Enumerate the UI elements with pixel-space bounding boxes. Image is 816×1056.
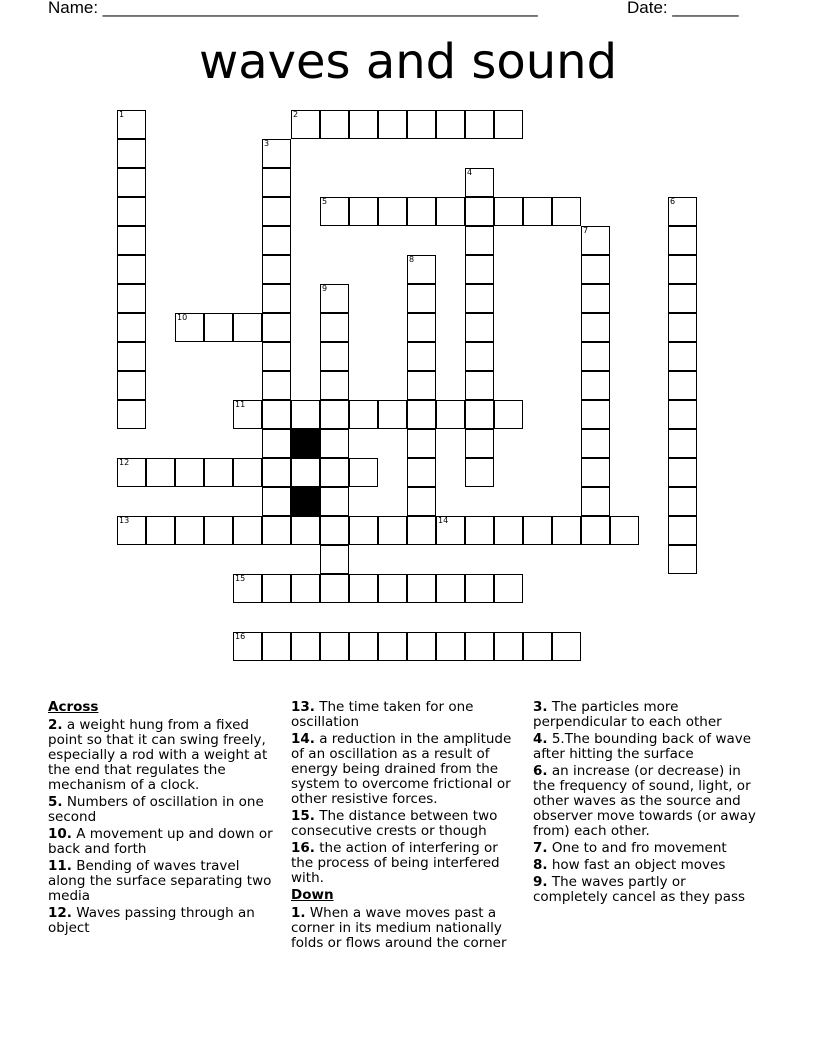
grid-cell[interactable] [291,516,320,545]
grid-cell[interactable] [581,516,610,545]
cell-number: 11 [235,400,246,409]
cell-number: 10 [177,313,188,322]
grid-cell[interactable] [320,632,349,661]
grid-cell[interactable] [465,226,494,255]
grid-cell[interactable] [436,110,465,139]
grid-cell[interactable] [117,255,146,284]
clues-column-2 [291,700,513,953]
grid-cell[interactable] [262,139,291,168]
grid-cell[interactable] [465,110,494,139]
grid-cell[interactable] [233,458,262,487]
grid-cell[interactable] [581,226,610,255]
grid-cell[interactable] [465,458,494,487]
grid-cell[interactable] [262,284,291,313]
clue-across-5: 5. Numbers of oscillation in one second [48,794,264,825]
grid-cell[interactable] [581,400,610,429]
grid-cell[interactable] [262,226,291,255]
name-field-label: Name: ______________________________________________ [48,0,538,17]
grid-cell[interactable] [291,458,320,487]
grid-cell[interactable] [465,632,494,661]
clue-across-15: 15. The distance between two consecutive crests or though [291,808,498,839]
grid-cell[interactable] [291,110,320,139]
grid-cell[interactable] [668,516,697,545]
grid-cell[interactable] [523,197,552,226]
grid-cell[interactable] [320,487,349,516]
grid-cell[interactable] [668,545,697,574]
grid-cell[interactable] [349,110,378,139]
clues-column-3 [533,700,758,907]
grid-cell[interactable] [320,371,349,400]
grid-block-cell [291,429,320,458]
grid-cell[interactable] [494,632,523,661]
grid-cell[interactable] [117,342,146,371]
grid-cell[interactable] [262,487,291,516]
grid-cell[interactable] [233,632,262,661]
clue-down-8: 8. how fast an object moves [533,857,726,873]
grid-cell[interactable] [668,226,697,255]
grid-cell[interactable] [262,632,291,661]
grid-cell[interactable] [407,487,436,516]
grid-cell[interactable] [291,400,320,429]
grid-cell[interactable] [465,255,494,284]
grid-cell[interactable] [668,342,697,371]
grid-cell[interactable] [378,110,407,139]
grid-cell[interactable] [581,342,610,371]
grid-cell[interactable] [117,139,146,168]
grid-cell[interactable] [465,516,494,545]
grid-cell[interactable] [494,400,523,429]
cell-number: 15 [235,574,246,583]
grid-cell[interactable] [581,284,610,313]
grid-cell[interactable] [436,197,465,226]
cell-number: 16 [235,632,246,641]
grid-cell[interactable] [581,313,610,342]
cell-number: 13 [119,516,130,525]
grid-cell[interactable] [407,458,436,487]
grid-cell[interactable] [117,197,146,226]
clue-across-12: 12. Waves passing through an object [48,905,255,936]
grid-cell[interactable] [320,574,349,603]
grid-cell[interactable] [552,197,581,226]
cell-number: 5 [322,197,328,206]
grid-cell[interactable] [117,313,146,342]
grid-cell[interactable] [320,458,349,487]
grid-cell[interactable] [320,110,349,139]
grid-cell[interactable] [668,400,697,429]
clue-across-14: 14. a reduction in the amplitude of an oscillation as a result of energy being drained from the system to overcome frictional or other resistive forces. [291,731,512,807]
grid-cell[interactable] [407,110,436,139]
cell-number: 3 [264,139,270,148]
grid-cell[interactable] [436,632,465,661]
grid-cell[interactable] [581,255,610,284]
grid-cell[interactable] [349,574,378,603]
grid-cell[interactable] [320,429,349,458]
grid-cell[interactable] [523,632,552,661]
across-heading: Across [48,699,99,715]
grid-cell[interactable] [233,400,262,429]
grid-cell[interactable] [407,197,436,226]
grid-cell[interactable] [175,516,204,545]
grid-cell[interactable] [465,574,494,603]
grid-cell[interactable] [262,371,291,400]
grid-cell[interactable] [668,313,697,342]
clue-down-1: 1. When a wave moves past a corner in its medium nationally folds or flows around the corner [291,905,507,951]
grid-cell[interactable] [581,429,610,458]
grid-cell[interactable] [291,632,320,661]
clue-across-16: 16. the action of interfering or the process of being interfered with. [291,840,500,886]
grid-block-cell [291,487,320,516]
grid-cell[interactable] [465,371,494,400]
grid-cell[interactable] [465,429,494,458]
clue-down-9: 9. The waves partly or completely cancel as they pass [533,874,746,905]
grid-cell[interactable] [552,632,581,661]
grid-cell[interactable] [204,313,233,342]
clue-down-3: 3. The particles more perpendicular to each other [533,699,722,730]
grid-cell[interactable] [494,110,523,139]
grid-cell[interactable] [349,516,378,545]
grid-cell[interactable] [262,313,291,342]
grid-cell[interactable] [117,110,146,139]
grid-cell[interactable] [320,342,349,371]
cell-number: 14 [438,516,449,525]
grid-cell[interactable] [378,632,407,661]
grid-cell[interactable] [349,632,378,661]
grid-cell[interactable] [204,458,233,487]
grid-cell[interactable] [668,487,697,516]
cell-number: 4 [467,168,473,177]
grid-cell[interactable] [668,255,697,284]
grid-cell[interactable] [378,574,407,603]
clue-across-2: 2. a weight hung from a fixed point so that it can swing freely, especially a rod with a weight at the end that regulates the mechanism of a clock. [48,717,268,793]
grid-cell[interactable] [494,516,523,545]
grid-cell[interactable] [117,284,146,313]
grid-cell[interactable] [465,197,494,226]
grid-cell[interactable] [494,574,523,603]
grid-cell[interactable] [668,429,697,458]
grid-cell[interactable] [175,313,204,342]
grid-cell[interactable] [117,458,146,487]
cell-number: 7 [583,226,589,235]
grid-cell[interactable] [262,429,291,458]
grid-cell[interactable] [262,458,291,487]
grid-cell[interactable] [378,197,407,226]
grid-cell[interactable] [581,487,610,516]
grid-cell[interactable] [436,516,465,545]
grid-cell[interactable] [146,458,175,487]
grid-cell[interactable] [349,197,378,226]
cell-number: 12 [119,458,130,467]
clue-down-4: 4. 5.The bounding back of wave after hitting the surface [533,731,752,762]
grid-cell[interactable] [320,313,349,342]
grid-cell[interactable] [320,545,349,574]
grid-cell[interactable] [262,574,291,603]
grid-cell[interactable] [262,168,291,197]
date-field-label: Date: _______ [627,0,739,17]
grid-cell[interactable] [233,516,262,545]
down-heading: Down [291,887,334,903]
grid-cell[interactable] [436,574,465,603]
clue-across-10: 10. A movement up and down or back and forth [48,826,273,857]
grid-cell[interactable] [407,342,436,371]
clue-down-6: 6. an increase (or decrease) in the frequency of sound, light, or other waves as the source and observer move towards (or away from) each other. [533,763,756,839]
grid-cell[interactable] [581,371,610,400]
grid-cell[interactable] [262,255,291,284]
clues-column-1 [48,700,273,938]
grid-cell[interactable] [465,168,494,197]
grid-cell[interactable] [117,400,146,429]
page-title: waves and sound [198,34,618,90]
grid-cell[interactable] [465,400,494,429]
cell-number: 2 [293,110,299,119]
grid-cell[interactable] [407,632,436,661]
grid-cell[interactable] [668,458,697,487]
grid-cell[interactable] [291,574,320,603]
cell-number: 6 [670,197,676,206]
grid-cell[interactable] [668,371,697,400]
clue-across-11: 11. Bending of waves travel along the surface separating two media [48,858,272,904]
grid-cell[interactable] [407,574,436,603]
grid-cell[interactable] [262,516,291,545]
grid-cell[interactable] [668,197,697,226]
grid-cell[interactable] [378,400,407,429]
grid-cell[interactable] [407,313,436,342]
grid-cell[interactable] [407,255,436,284]
grid-cell[interactable] [320,400,349,429]
grid-cell[interactable] [407,400,436,429]
grid-cell[interactable] [117,371,146,400]
grid-cell[interactable] [320,197,349,226]
cell-number: 8 [409,255,415,264]
grid-cell[interactable] [349,458,378,487]
grid-cell[interactable] [146,516,175,545]
cell-number: 9 [322,284,328,293]
grid-cell[interactable] [407,284,436,313]
grid-cell[interactable] [465,313,494,342]
grid-cell[interactable] [233,574,262,603]
grid-cell[interactable] [117,226,146,255]
grid-cell[interactable] [465,284,494,313]
grid-cell[interactable] [204,516,233,545]
clue-across-13: 13. The time taken for one oscillation [291,699,474,730]
grid-cell[interactable] [668,284,697,313]
grid-cell[interactable] [378,516,407,545]
grid-cell[interactable] [407,371,436,400]
grid-cell[interactable] [175,458,204,487]
grid-cell[interactable] [552,516,581,545]
grid-cell[interactable] [262,400,291,429]
grid-cell[interactable] [262,342,291,371]
grid-cell[interactable] [320,516,349,545]
cell-number: 1 [119,110,125,119]
grid-cell[interactable] [262,197,291,226]
grid-cell[interactable] [523,516,552,545]
grid-cell[interactable] [465,342,494,371]
grid-cell[interactable] [581,458,610,487]
clue-down-7: 7. One to and fro movement [533,840,727,856]
grid-cell[interactable] [117,516,146,545]
grid-cell[interactable] [407,516,436,545]
grid-cell[interactable] [233,313,262,342]
grid-cell[interactable] [610,516,639,545]
grid-cell[interactable] [349,400,378,429]
grid-cell[interactable] [117,168,146,197]
grid-cell[interactable] [494,197,523,226]
grid-cell[interactable] [436,400,465,429]
grid-cell[interactable] [320,284,349,313]
grid-cell[interactable] [407,429,436,458]
